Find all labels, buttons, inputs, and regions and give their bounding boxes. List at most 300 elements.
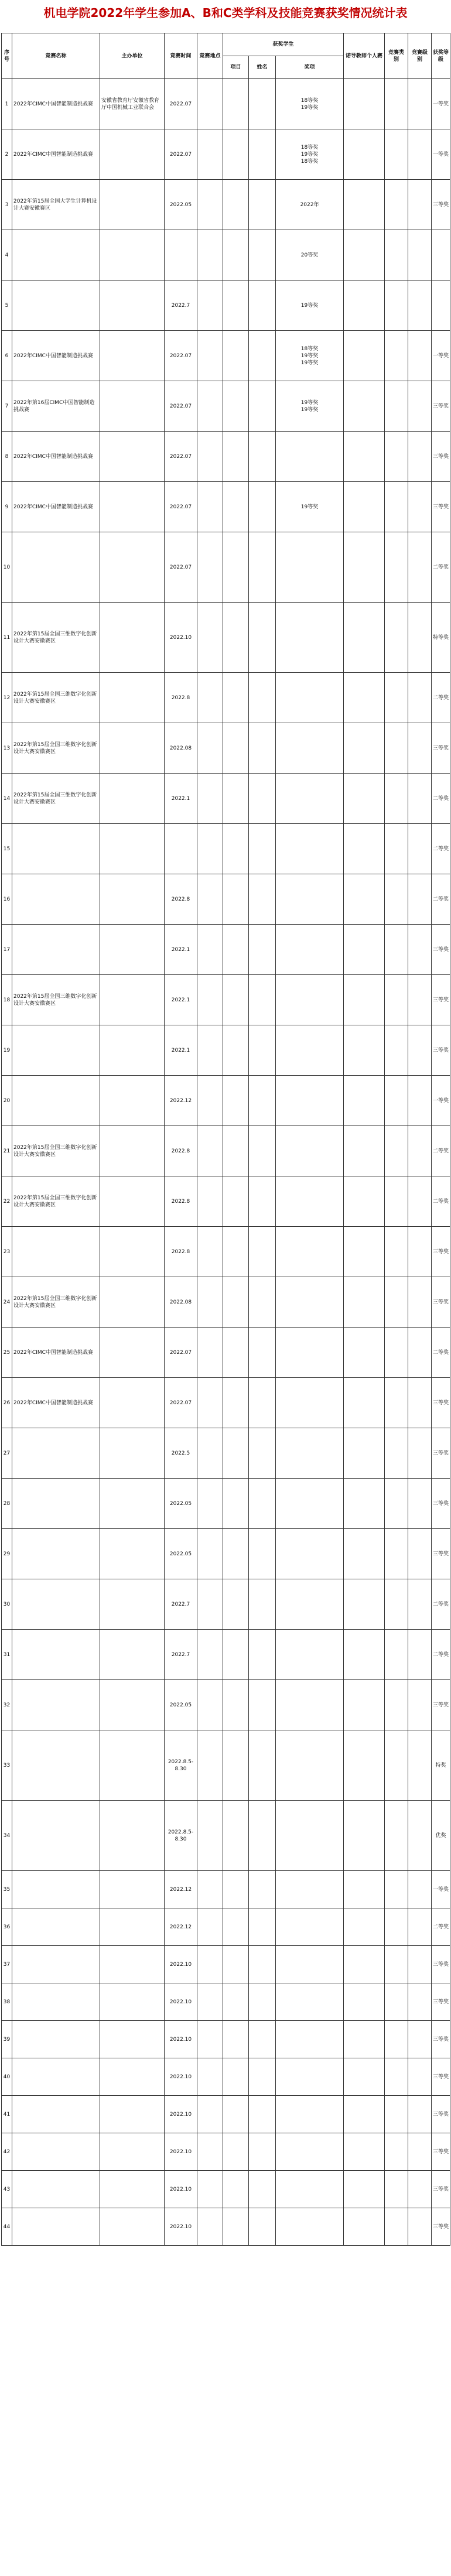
cell-seq: 44 — [2, 2208, 12, 2246]
cell-category — [385, 1328, 408, 1378]
cell-prize — [276, 774, 344, 824]
cell-project — [223, 1479, 249, 1529]
cell-time: 2022.8 — [165, 673, 197, 723]
cell-prize — [276, 874, 344, 925]
cell-prize — [276, 230, 344, 280]
cell-grade: 二等奖 — [432, 774, 450, 824]
prize-line: 18等奖 — [300, 97, 319, 104]
cell-name — [249, 2171, 276, 2208]
cell-teacher — [344, 381, 385, 432]
table-row — [2, 1871, 450, 1908]
cell-grade: 二等奖 — [432, 874, 450, 925]
cell-location — [197, 1428, 223, 1479]
cell-category — [385, 1946, 408, 1983]
cell-organizer — [100, 2208, 165, 2246]
table-row — [2, 1680, 450, 1730]
cell-project — [223, 2171, 249, 2208]
cell-seq: 4 — [2, 230, 12, 280]
cell-organizer — [100, 1801, 165, 1871]
cell-organizer — [100, 2021, 165, 2058]
table-row — [2, 723, 450, 774]
table-row — [2, 2058, 450, 2096]
cell-contest — [12, 1801, 100, 1871]
cell-contest — [12, 1680, 100, 1730]
cell-name — [249, 1871, 276, 1908]
cell-contest: 2022年第15届全国三维数字化创新设计大赛安徽赛区 — [12, 774, 100, 824]
cell-teacher — [344, 1529, 385, 1579]
cell-organizer — [100, 280, 165, 331]
cell-project — [223, 331, 249, 381]
header-project: 项目 — [223, 56, 249, 79]
cell-organizer — [100, 1529, 165, 1579]
prize-line: 18等奖 — [300, 144, 319, 150]
cell-seq: 18 — [2, 975, 12, 1025]
cell-contest — [12, 1871, 100, 1908]
cell-project — [223, 180, 249, 230]
header-contest: 竞赛名称 — [12, 33, 100, 79]
cell-teacher — [344, 603, 385, 673]
cell-seq: 24 — [2, 1277, 12, 1328]
cell-prize — [276, 975, 344, 1025]
cell-category — [385, 1025, 408, 1076]
cell-project — [223, 723, 249, 774]
cell-category — [385, 1730, 408, 1801]
cell-category — [385, 2171, 408, 2208]
cell-time: 2022.05 — [165, 180, 197, 230]
cell-location — [197, 1630, 223, 1680]
table-row — [2, 824, 450, 874]
cell-grade: 三等奖 — [432, 723, 450, 774]
table-row — [2, 1378, 450, 1428]
cell-prize — [276, 79, 344, 129]
cell-seq: 30 — [2, 1579, 12, 1630]
cell-name — [249, 1529, 276, 1579]
cell-organizer — [100, 824, 165, 874]
cell-seq: 10 — [2, 532, 12, 603]
cell-prize — [276, 2171, 344, 2208]
cell-grade — [432, 280, 450, 331]
cell-organizer — [100, 723, 165, 774]
cell-location — [197, 482, 223, 532]
table-row — [2, 774, 450, 824]
cell-teacher — [344, 280, 385, 331]
cell-seq: 13 — [2, 723, 12, 774]
cell-name — [249, 1983, 276, 2021]
cell-seq: 6 — [2, 331, 12, 381]
cell-name — [249, 79, 276, 129]
cell-name — [249, 1801, 276, 1871]
cell-seq: 2 — [2, 129, 12, 180]
cell-organizer — [100, 1126, 165, 1176]
cell-time: 2022.08 — [165, 1277, 197, 1328]
cell-contest — [12, 1579, 100, 1630]
cell-prize — [276, 381, 344, 432]
cell-time: 2022.10 — [165, 2133, 197, 2171]
cell-teacher — [344, 874, 385, 925]
cell-teacher — [344, 723, 385, 774]
cell-name — [249, 1946, 276, 1983]
cell-category — [385, 2058, 408, 2096]
cell-level — [408, 1025, 432, 1076]
cell-organizer — [100, 673, 165, 723]
cell-project — [223, 1126, 249, 1176]
cell-location — [197, 230, 223, 280]
cell-category — [385, 1579, 408, 1630]
cell-project — [223, 1529, 249, 1579]
cell-level — [408, 1428, 432, 1479]
cell-level — [408, 1946, 432, 1983]
cell-seq: 21 — [2, 1126, 12, 1176]
cell-location — [197, 180, 223, 230]
cell-seq: 22 — [2, 1176, 12, 1227]
cell-seq: 33 — [2, 1730, 12, 1801]
cell-grade: 二等奖 — [432, 824, 450, 874]
cell-contest — [12, 2021, 100, 2058]
cell-grade: 三等奖 — [432, 1946, 450, 1983]
cell-seq: 12 — [2, 673, 12, 723]
cell-level — [408, 1529, 432, 1579]
cell-grade: 三等奖 — [432, 1428, 450, 1479]
cell-seq: 3 — [2, 180, 12, 230]
cell-project — [223, 2058, 249, 2096]
cell-teacher — [344, 1328, 385, 1378]
cell-project — [223, 280, 249, 331]
cell-project — [223, 230, 249, 280]
cell-grade: 一等奖 — [432, 1076, 450, 1126]
cell-grade: 三等奖 — [432, 1025, 450, 1076]
cell-teacher — [344, 230, 385, 280]
cell-organizer — [100, 2133, 165, 2171]
table-row — [2, 1176, 450, 1227]
cell-name — [249, 2208, 276, 2246]
cell-contest — [12, 1076, 100, 1126]
cell-time: 2022.10 — [165, 2096, 197, 2133]
cell-time: 2022.1 — [165, 774, 197, 824]
cell-teacher — [344, 331, 385, 381]
cell-location — [197, 603, 223, 673]
table-row — [2, 381, 450, 432]
cell-level — [408, 975, 432, 1025]
cell-name — [249, 1630, 276, 1680]
cell-prize — [276, 2208, 344, 2246]
cell-project — [223, 1076, 249, 1126]
cell-contest: 2022年第16届CIMC中国智能制造挑战赛 — [12, 381, 100, 432]
cell-time: 2022.05 — [165, 1680, 197, 1730]
table-row — [2, 79, 450, 129]
cell-project — [223, 1730, 249, 1801]
header-organizer: 主办单位 — [100, 33, 165, 79]
cell-organizer — [100, 774, 165, 824]
cell-level — [408, 2058, 432, 2096]
cell-project — [223, 1428, 249, 1479]
table-row — [2, 532, 450, 603]
cell-category — [385, 1801, 408, 1871]
cell-organizer — [100, 874, 165, 925]
cell-grade: 一等奖 — [432, 79, 450, 129]
cell-contest — [12, 1479, 100, 1529]
cell-teacher — [344, 2096, 385, 2133]
cell-name — [249, 1025, 276, 1076]
cell-teacher — [344, 532, 385, 603]
cell-contest — [12, 1025, 100, 1076]
cell-project — [223, 603, 249, 673]
cell-contest: 2022年第15届全国三维数字化创新设计大赛安徽赛区 — [12, 1277, 100, 1328]
cell-project — [223, 1378, 249, 1428]
cell-name — [249, 975, 276, 1025]
cell-level — [408, 280, 432, 331]
cell-time: 2022.7 — [165, 280, 197, 331]
cell-level — [408, 1378, 432, 1428]
cell-level — [408, 925, 432, 975]
cell-name — [249, 874, 276, 925]
cell-contest: 2022年第15届全国三维数字化创新设计大赛安徽赛区 — [12, 723, 100, 774]
cell-name — [249, 129, 276, 180]
cell-teacher — [344, 1227, 385, 1277]
cell-organizer — [100, 432, 165, 482]
cell-name — [249, 2021, 276, 2058]
cell-location — [197, 432, 223, 482]
cell-level — [408, 1176, 432, 1227]
cell-name — [249, 774, 276, 824]
page-title: 机电学院2022年学生参加A、B和C类学科及技能竞赛获奖情况统计表 — [43, 6, 408, 20]
cell-time: 2022.12 — [165, 1076, 197, 1126]
cell-category — [385, 2208, 408, 2246]
cell-category — [385, 1630, 408, 1680]
cell-level — [408, 774, 432, 824]
cell-time: 2022.07 — [165, 381, 197, 432]
cell-time: 2022.1 — [165, 925, 197, 975]
cell-teacher — [344, 1428, 385, 1479]
cell-time: 2022.05 — [165, 1479, 197, 1529]
cell-time: 2022.8.5-8.30 — [165, 1730, 197, 1801]
cell-location — [197, 1908, 223, 1946]
cell-location — [197, 1479, 223, 1529]
cell-location — [197, 1277, 223, 1328]
cell-location — [197, 1076, 223, 1126]
cell-name — [249, 432, 276, 482]
cell-seq: 41 — [2, 2096, 12, 2133]
cell-prize — [276, 2021, 344, 2058]
cell-project — [223, 1277, 249, 1328]
cell-name — [249, 331, 276, 381]
header-seq: 序号 — [2, 33, 12, 79]
header-time: 竞赛时间 — [165, 33, 197, 79]
cell-level — [408, 1328, 432, 1378]
cell-location — [197, 1025, 223, 1076]
cell-level — [408, 1227, 432, 1277]
cell-contest — [12, 2133, 100, 2171]
cell-grade: 二等奖 — [432, 1579, 450, 1630]
cell-grade: 一等奖 — [432, 1871, 450, 1908]
cell-project — [223, 482, 249, 532]
cell-location — [197, 1871, 223, 1908]
cell-location — [197, 280, 223, 331]
table-row — [2, 2133, 450, 2171]
cell-organizer — [100, 482, 165, 532]
cell-category — [385, 532, 408, 603]
table-row — [2, 230, 450, 280]
cell-time: 2022.07 — [165, 129, 197, 180]
cell-grade: 优奖 — [432, 1801, 450, 1871]
cell-project — [223, 1579, 249, 1630]
cell-organizer — [100, 129, 165, 180]
table-row — [2, 874, 450, 925]
cell-category — [385, 1428, 408, 1479]
header-teacher: 诺导教师个人赛 — [344, 33, 385, 79]
cell-seq: 15 — [2, 824, 12, 874]
cell-contest: 2022年第15届全国三维数字化创新设计大赛安徽赛区 — [12, 1126, 100, 1176]
prize-line: 19等奖 — [300, 406, 319, 413]
table-row — [2, 180, 450, 230]
cell-project — [223, 975, 249, 1025]
cell-name — [249, 1908, 276, 1946]
cell-name — [249, 1126, 276, 1176]
cell-organizer — [100, 1871, 165, 1908]
cell-teacher — [344, 1983, 385, 2021]
cell-organizer — [100, 1579, 165, 1630]
cell-grade: 三等奖 — [432, 2096, 450, 2133]
cell-time: 2022.7 — [165, 1579, 197, 1630]
cell-time: 2022.10 — [165, 603, 197, 673]
cell-prize — [276, 1428, 344, 1479]
cell-organizer — [100, 230, 165, 280]
cell-location — [197, 925, 223, 975]
award-table — [1, 33, 450, 2246]
cell-grade: 三等奖 — [432, 2171, 450, 2208]
cell-time: 2022.5 — [165, 1428, 197, 1479]
cell-name — [249, 532, 276, 603]
cell-contest: 2022年第15届全国三维数字化创新设计大赛安徽赛区 — [12, 673, 100, 723]
cell-level — [408, 2133, 432, 2171]
cell-contest: 2022年CIMC中国智能制造挑战赛 — [12, 432, 100, 482]
cell-prize — [276, 1328, 344, 1378]
cell-project — [223, 673, 249, 723]
cell-prize — [276, 280, 344, 331]
cell-seq: 11 — [2, 603, 12, 673]
cell-level — [408, 532, 432, 603]
cell-grade: 三等奖 — [432, 1983, 450, 2021]
cell-grade: 三等奖 — [432, 432, 450, 482]
cell-location — [197, 1983, 223, 2021]
cell-category — [385, 180, 408, 230]
cell-prize — [276, 1076, 344, 1126]
cell-contest — [12, 1908, 100, 1946]
cell-project — [223, 2096, 249, 2133]
cell-teacher — [344, 1025, 385, 1076]
cell-project — [223, 774, 249, 824]
cell-name — [249, 723, 276, 774]
table-row — [2, 1730, 450, 1801]
header-name: 姓名 — [249, 56, 276, 79]
cell-prize — [276, 925, 344, 975]
cell-grade: 一等奖 — [432, 331, 450, 381]
cell-time: 2022.10 — [165, 2208, 197, 2246]
cell-category — [385, 975, 408, 1025]
cell-organizer — [100, 603, 165, 673]
cell-seq: 9 — [2, 482, 12, 532]
cell-time: 2022.12 — [165, 1908, 197, 1946]
cell-grade: 三等奖 — [432, 1680, 450, 1730]
cell-grade: 二等奖 — [432, 673, 450, 723]
cell-teacher — [344, 2208, 385, 2246]
cell-location — [197, 673, 223, 723]
cell-teacher — [344, 129, 385, 180]
cell-location — [197, 874, 223, 925]
cell-seq: 23 — [2, 1227, 12, 1277]
cell-prize — [276, 1176, 344, 1227]
cell-prize — [276, 1680, 344, 1730]
cell-prize — [276, 824, 344, 874]
cell-location — [197, 1378, 223, 1428]
cell-teacher — [344, 1946, 385, 1983]
cell-location — [197, 2021, 223, 2058]
cell-time: 2022.07 — [165, 79, 197, 129]
cell-level — [408, 79, 432, 129]
cell-contest: 2022年CIMC中国智能制造挑战赛 — [12, 1378, 100, 1428]
cell-category — [385, 673, 408, 723]
cell-category — [385, 230, 408, 280]
cell-category — [385, 381, 408, 432]
cell-location — [197, 1126, 223, 1176]
cell-contest — [12, 2208, 100, 2246]
cell-prize — [276, 1801, 344, 1871]
cell-organizer — [100, 1227, 165, 1277]
cell-name — [249, 1328, 276, 1378]
cell-prize — [276, 723, 344, 774]
cell-category — [385, 1680, 408, 1730]
cell-prize — [276, 432, 344, 482]
cell-grade: 三等奖 — [432, 2208, 450, 2246]
cell-contest: 2022年CIMC中国智能制造挑战赛 — [12, 1328, 100, 1378]
cell-grade: 特奖 — [432, 1730, 450, 1801]
cell-teacher — [344, 2058, 385, 2096]
cell-location — [197, 129, 223, 180]
cell-grade: 一等奖 — [432, 129, 450, 180]
cell-organizer — [100, 1479, 165, 1529]
prize-line: 20等奖 — [300, 252, 319, 258]
table-row — [2, 432, 450, 482]
cell-location — [197, 1227, 223, 1277]
cell-seq: 14 — [2, 774, 12, 824]
table-row — [2, 1227, 450, 1277]
cell-prize — [276, 1227, 344, 1277]
cell-grade — [432, 230, 450, 280]
table-row — [2, 1076, 450, 1126]
cell-grade: 三等奖 — [432, 925, 450, 975]
cell-time: 2022.1 — [165, 1025, 197, 1076]
cell-prize — [276, 2096, 344, 2133]
cell-organizer — [100, 1946, 165, 1983]
header-category: 竞赛类别 — [385, 33, 408, 79]
cell-organizer — [100, 532, 165, 603]
table-row — [2, 129, 450, 180]
cell-project — [223, 2208, 249, 2246]
cell-seq: 27 — [2, 1428, 12, 1479]
cell-project — [223, 432, 249, 482]
cell-teacher — [344, 1680, 385, 1730]
cell-project — [223, 1871, 249, 1908]
cell-prize — [276, 1126, 344, 1176]
cell-level — [408, 673, 432, 723]
cell-grade: 二等奖 — [432, 1176, 450, 1227]
cell-name — [249, 824, 276, 874]
cell-prize — [276, 1983, 344, 2021]
cell-seq: 36 — [2, 1908, 12, 1946]
cell-name — [249, 1730, 276, 1801]
table-row — [2, 1529, 450, 1579]
cell-name — [249, 1176, 276, 1227]
cell-contest — [12, 1730, 100, 1801]
